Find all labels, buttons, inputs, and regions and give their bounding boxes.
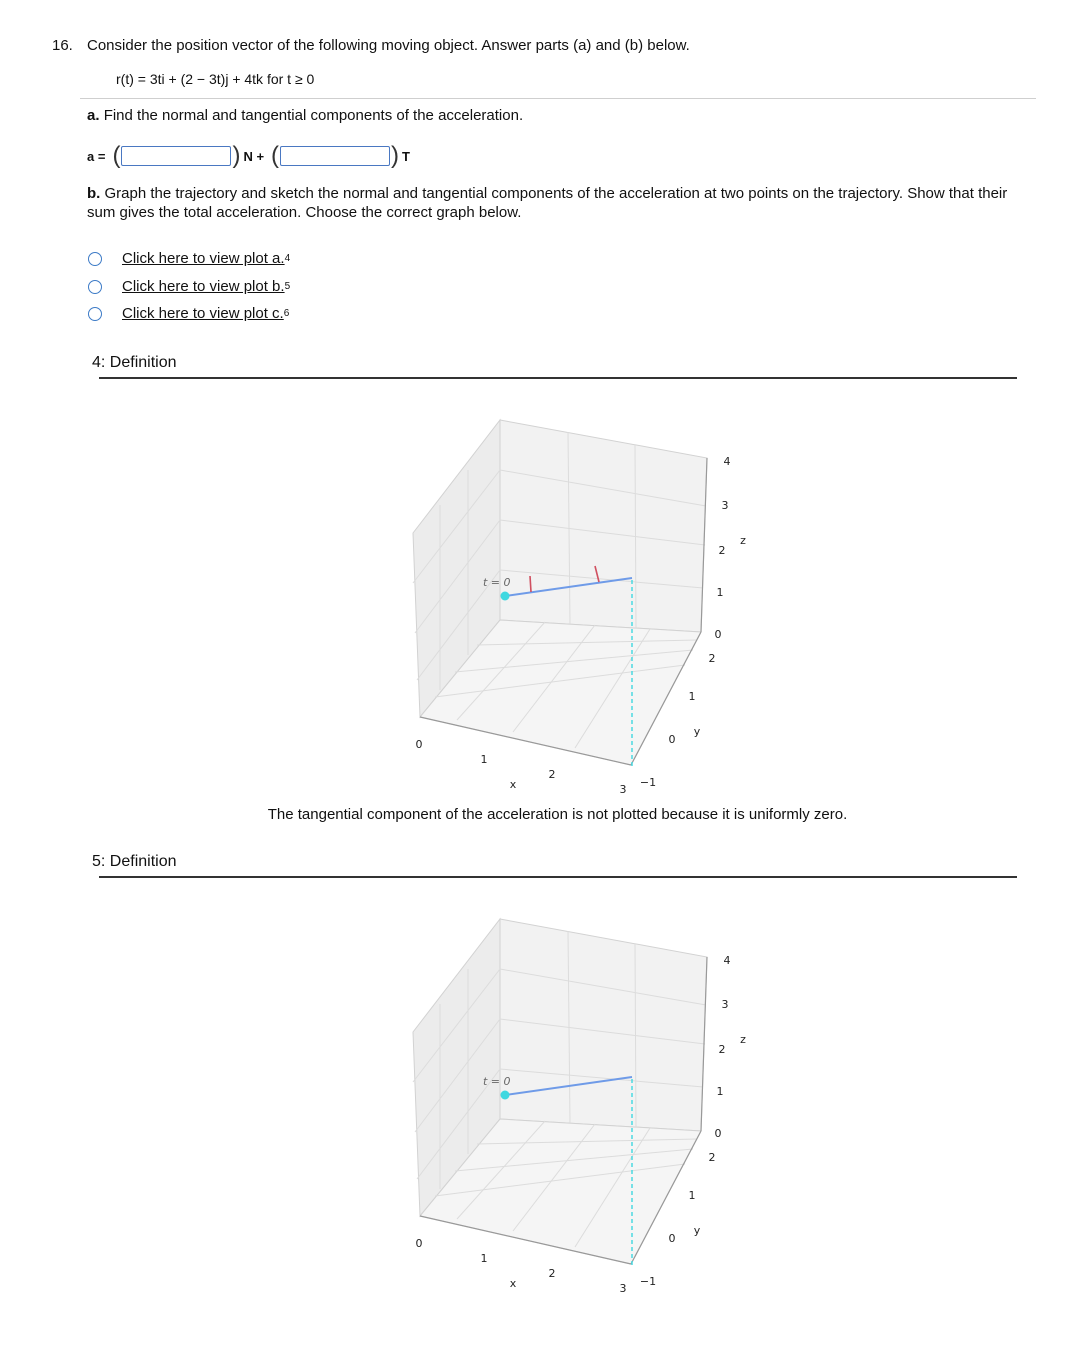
option-plot-b[interactable]	[88, 278, 290, 295]
z-axis-label: z	[740, 534, 746, 547]
definition-4-caption: The tangential component of the acceleration is not plotted because it is uniformly zero.	[267, 806, 848, 823]
x-tick-label: 3	[619, 783, 627, 796]
footnote-ref: 4	[284, 253, 291, 264]
question-prompt: Consider the position vector of the following moving object. Answer parts (a) and (b) below.	[87, 37, 690, 54]
z-tick-label: 1	[716, 586, 724, 599]
start-point-marker	[501, 592, 510, 601]
t-label: T	[402, 148, 410, 164]
definition-rule	[99, 377, 1017, 379]
normal-component-input[interactable]	[121, 146, 231, 166]
option-text: Click here to view plot b.	[122, 278, 285, 295]
z-tick-label: 2	[718, 1043, 726, 1056]
view-plot-c-link[interactable]	[122, 305, 284, 322]
y-tick-label: 2	[708, 1151, 716, 1164]
answer-row	[87, 143, 410, 169]
view-plot-b-link[interactable]	[122, 278, 285, 295]
option-text: Click here to view plot c.	[122, 305, 284, 322]
divider	[80, 98, 1036, 99]
part-a-text: Find the normal and tangential components of the acceleration.	[103, 107, 524, 124]
view-plot-a-link[interactable]	[122, 250, 285, 267]
x-axis-label: x	[509, 778, 517, 791]
left-paren: (	[112, 142, 121, 169]
option-text: Click here to view plot a.	[122, 250, 285, 267]
a-label: a =	[87, 148, 106, 164]
z-tick-label: 1	[716, 1085, 724, 1098]
z-tick-label: 4	[723, 455, 731, 468]
radio-button[interactable]	[88, 307, 102, 321]
footnote-ref: 6	[283, 308, 290, 319]
z-tick-label: 2	[718, 544, 726, 557]
y-tick-label: 0	[668, 1232, 676, 1245]
z-tick-label: 0	[714, 628, 722, 641]
n-label: N +	[243, 148, 265, 164]
y-tick-label: 1	[688, 1189, 696, 1202]
z-tick-label: 3	[721, 499, 729, 512]
y-tick-label: 1	[688, 690, 696, 703]
back-pane	[500, 420, 707, 632]
plot-5-svg	[395, 909, 765, 1309]
x-tick-label: 2	[548, 1267, 556, 1280]
back-pane	[500, 919, 707, 1131]
z-tick-label: 4	[723, 954, 731, 967]
x-tick-label: 0	[415, 738, 423, 751]
plot-5	[395, 909, 765, 1319]
part-a-prompt	[87, 107, 523, 124]
plot-4-svg	[395, 410, 765, 810]
definition-4-title: 4: Definition	[92, 354, 177, 371]
right-paren: )	[232, 142, 241, 169]
y-tick-label: 2	[708, 652, 716, 665]
option-plot-a[interactable]	[88, 250, 290, 267]
part-b-prompt	[87, 184, 1017, 222]
part-a-label: a.	[87, 107, 100, 124]
x-tick-label: 1	[480, 1252, 488, 1265]
option-plot-c[interactable]	[88, 305, 289, 322]
x-tick-label: 0	[415, 1237, 423, 1250]
part-b-text: Graph the trajectory and sketch the normal and tangential components of the acceleration at two points on the trajectory. Show that their sum gives the total acceleration. Choose the correct graph below.	[87, 185, 1008, 221]
y-axis-label: y	[693, 1224, 701, 1237]
position-vector-formula: r(t) = 3ti + (2 − 3t)j + 4tk for t ≥ 0	[116, 71, 315, 87]
left-paren: (	[271, 142, 280, 169]
y-tick-label: −1	[639, 776, 657, 789]
t0-label: t = 0	[483, 576, 511, 589]
start-point-marker	[501, 1091, 510, 1100]
right-paren: )	[391, 142, 400, 169]
y-tick-label: 0	[668, 733, 676, 746]
x-tick-label: 1	[480, 753, 488, 766]
x-axis-label: x	[509, 1277, 517, 1290]
part-b-label: b.	[87, 185, 101, 202]
radio-button[interactable]	[88, 280, 102, 294]
footnote-ref: 5	[284, 281, 291, 292]
t0-label: t = 0	[483, 1075, 511, 1088]
y-tick-label: −1	[639, 1275, 657, 1288]
radio-button[interactable]	[88, 252, 102, 266]
plot-4	[395, 410, 765, 820]
definition-rule	[99, 876, 1017, 878]
definition-5-title: 5: Definition	[92, 853, 177, 870]
z-tick-label: 0	[714, 1127, 722, 1140]
z-axis-label: z	[740, 1033, 746, 1046]
y-axis-label: y	[693, 725, 701, 738]
x-tick-label: 3	[619, 1282, 627, 1295]
z-tick-label: 3	[721, 998, 729, 1011]
question-number: 16.	[52, 37, 73, 54]
x-tick-label: 2	[548, 768, 556, 781]
normal-component-marker	[530, 576, 531, 592]
tangential-component-input[interactable]	[280, 146, 390, 166]
